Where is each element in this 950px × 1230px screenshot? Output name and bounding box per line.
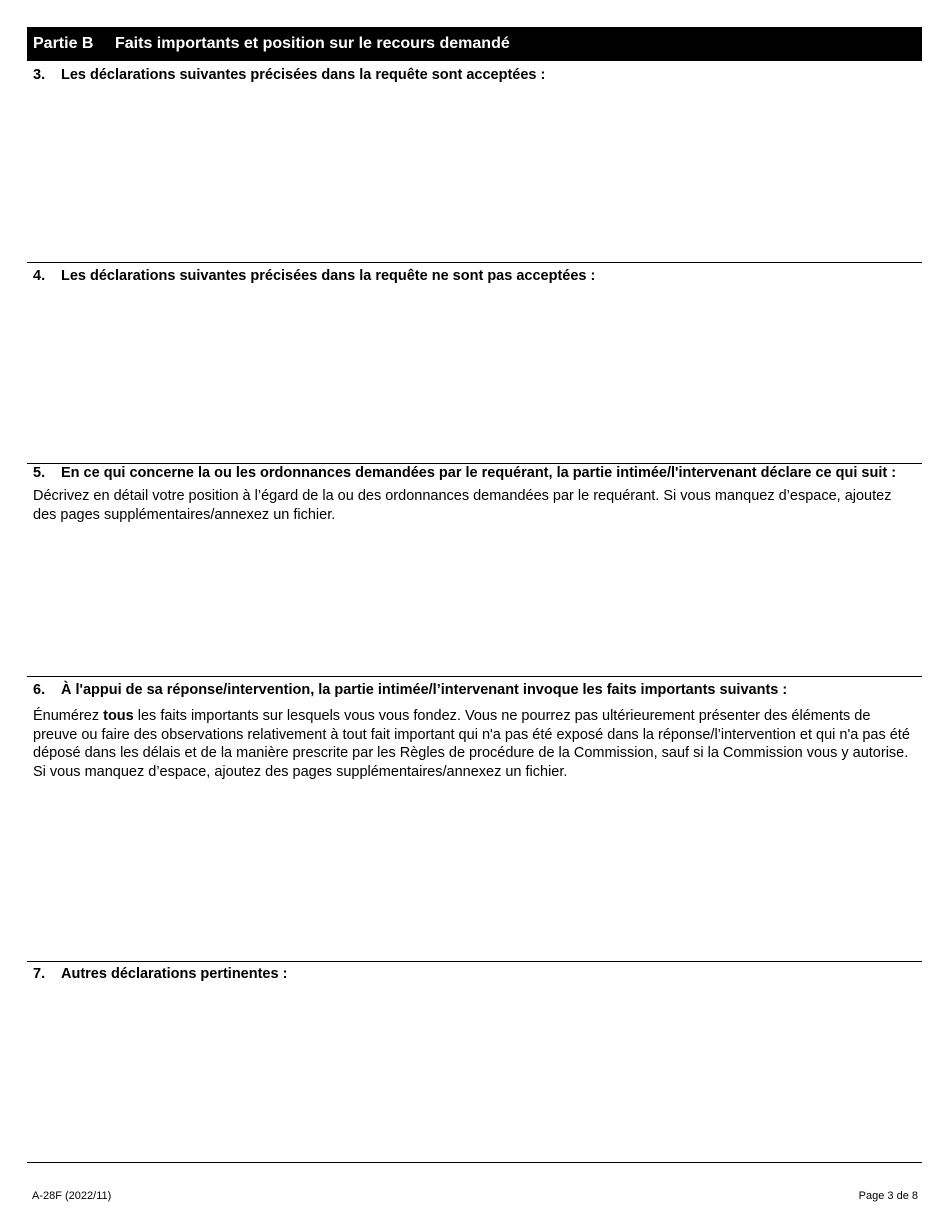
question-5-answer-area[interactable] [27,546,922,674]
question-3-number: 3. [33,67,46,83]
footer-divider-line [27,1162,922,1163]
question-6-instruction-start: Énumérez [33,708,104,724]
question-3-text: Les déclarations suivantes précisées dans la requête sont acceptées : [61,67,546,83]
question-3 [27,66,922,84]
question-5-text: En ce qui concerne la ou les ordonnances demandées par le requérant, la partie intimée/l'intervenant déclare ce qui suit : [61,465,897,481]
question-7-answer-area[interactable] [27,988,922,1160]
form-code: A-28F (2022/11) [32,1190,112,1202]
question-4-text: Les déclarations suivantes précisées dans la requête ne sont pas acceptées : [61,268,596,284]
question-4-number: 4. [33,268,46,284]
divider-line [27,676,922,677]
part-label: Partie B [33,35,94,52]
question-7-number: 7. [33,966,46,982]
divider-line [27,961,922,962]
question-6-answer-area[interactable] [27,788,922,959]
question-6-instruction [27,707,922,781]
question-6-instruction-rest: les faits importants sur lesquels vous vous fondez. Vous ne pourrez pas ultérieurement présenter des éléments de preuve ou faire des observations relativement à tout fait important qui n'a pas été exposé dans la réponse/l’intervention et qui n'a pas été déposé dans les délais et de la manière prescrite par les Règles de procédure de la Commission, sauf si la Commission vous y autorise. Si vous manquez d’espace, ajoutez des pages supplémentaires/annexez un fichier. [33,708,910,780]
question-5 [27,464,922,524]
section-title: Faits importants et position sur le recours demandé [115,35,510,52]
divider-line [27,262,922,263]
question-7-heading [27,965,922,983]
question-6-number: 6. [33,682,46,698]
question-3-answer-area[interactable] [27,88,922,260]
question-5-number: 5. [33,465,46,481]
page-number: Page 3 de 8 [858,1190,918,1202]
question-6-heading [27,681,922,699]
section-header-bar [27,27,922,61]
question-5-instruction: Décrivez en détail votre position à l’égard de la ou des ordonnances demandées par le requérant. Si vous manquez d’espace, ajoutez des pages supplémentaires/annexez un fichier. [33,488,892,523]
question-4-heading [27,267,922,285]
question-6 [27,681,922,781]
question-3-heading [27,66,922,84]
question-4 [27,267,922,285]
question-7 [27,965,922,983]
question-5-heading [27,464,922,482]
question-7-text: Autres déclarations pertinentes : [61,966,288,982]
question-4-answer-area[interactable] [27,289,922,461]
question-6-instruction-emphasis: tous [103,708,134,724]
question-6-text: À l'appui de sa réponse/intervention, la partie intimée/l’intervenant invoque les faits importants suivants : [61,682,788,698]
